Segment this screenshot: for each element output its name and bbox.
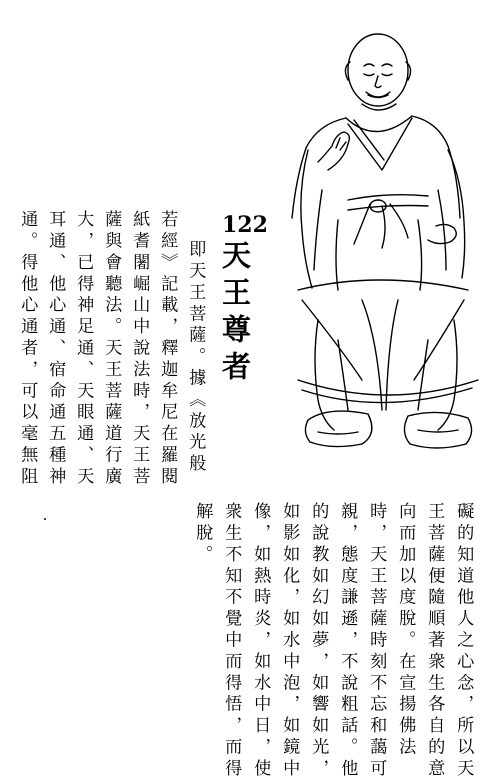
- ink-speck: [44, 518, 46, 520]
- text-column: 礙的知道他人之心念，所以天: [453, 502, 474, 780]
- text-column: 即天王菩薩。據《放光般: [185, 240, 206, 476]
- arhat-illustration: [278, 0, 500, 480]
- text-column: 若經》記載，釋迦牟尼在羅閱: [157, 210, 178, 489]
- text-column: 解脫。: [192, 502, 213, 567]
- text-column: 紙耆闍崛山中說法時，天王菩: [129, 210, 150, 489]
- text-column: 的說教如幻如夢，如響如光，: [308, 502, 329, 780]
- text-column: 像，如熱時炎，如水中日，使: [250, 502, 271, 780]
- text-column: 向而加以度脫。在宣揚佛法: [395, 502, 416, 759]
- text-column: 大，已得神足通、天眼通、天: [73, 210, 94, 489]
- text-column: 薩與會聽法。天王菩薩道行廣: [101, 210, 122, 489]
- text-column: 如影如化，如水中泡，如鏡中: [279, 502, 300, 780]
- text-column: 親，態度謙遜，不說粗話。他: [337, 502, 358, 780]
- text-column: 通。得他心通者，可以毫無阻: [17, 210, 38, 489]
- text-column: 衆生不知不覺中而得悟，而得: [221, 502, 242, 780]
- text-column: 時，天王菩薩時刻不忘和藹可: [366, 502, 387, 780]
- text-column: 耳通、他心通、宿命通五種神: [45, 210, 66, 489]
- entry-title: 天王尊者: [218, 240, 252, 388]
- text-column: 王菩薩便隨順著衆生各自的意: [424, 502, 445, 780]
- entry-number: 122: [222, 212, 268, 238]
